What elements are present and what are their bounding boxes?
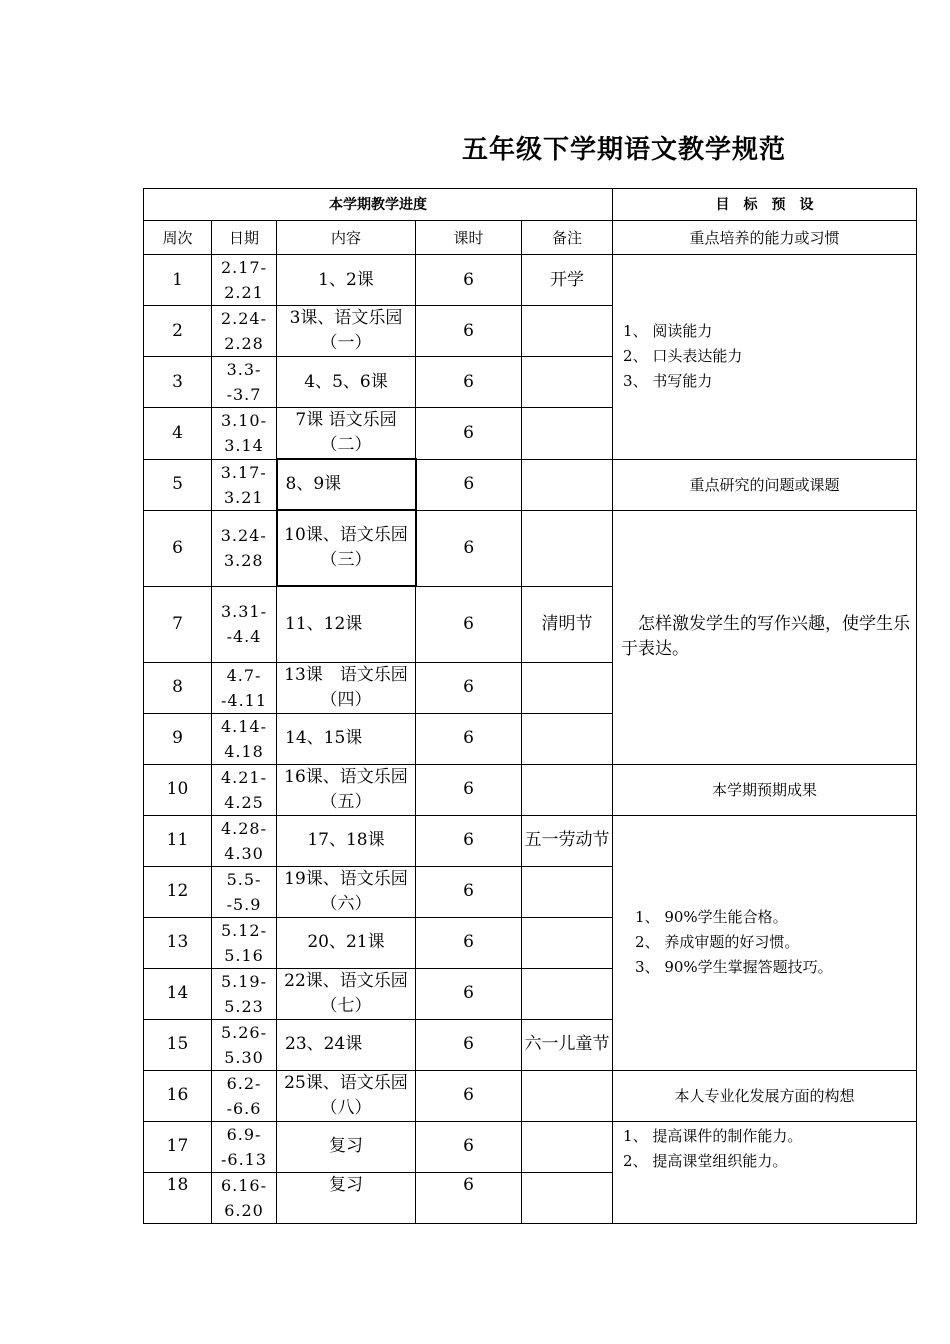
cell-hours: 6: [416, 815, 522, 866]
development-list: [613, 1121, 917, 1223]
list-item: 2、 提高课堂组织能力。: [623, 1151, 788, 1170]
cell-date: 4.7--4.11: [212, 662, 277, 713]
cell-hours: 6: [416, 408, 522, 460]
cell-hours: 6: [416, 1070, 522, 1121]
column-header-row: [144, 221, 917, 255]
cell-week: 11: [144, 815, 212, 866]
teaching-plan-table: [143, 188, 917, 1224]
cell-note: [522, 866, 613, 917]
cell-hours: 6: [416, 764, 522, 815]
cell-week: 17: [144, 1121, 212, 1172]
cell-week: 13: [144, 917, 212, 968]
cell-content: 16课、语文乐园（五）: [277, 764, 416, 815]
research-heading: 重点研究的问题或课题: [613, 459, 917, 510]
cell-note: [522, 510, 613, 586]
cell-date: 5.26-5.30: [212, 1019, 277, 1070]
cell-content: 25课、语文乐园（八）: [277, 1070, 416, 1121]
list-item: 3、 书写能力: [623, 372, 713, 391]
cell-content: 4、5、6课: [277, 357, 416, 408]
cell-week: 9: [144, 713, 212, 764]
cell-hours: 6: [416, 586, 522, 662]
list-item: 1、 提高课件的制作能力。: [623, 1126, 803, 1145]
cell-content: 3课、语文乐园（一）: [277, 306, 416, 357]
cell-content: 23、24课: [277, 1019, 416, 1070]
cell-note: [522, 306, 613, 357]
cell-note: 清明节: [522, 586, 613, 662]
cell-date: 4.28-4.30: [212, 815, 277, 866]
cell-week: 15: [144, 1019, 212, 1070]
cell-date: 6.9--6.13: [212, 1121, 277, 1172]
cell-date: 4.14-4.18: [212, 713, 277, 764]
research-text: 怎样激发学生的写作兴趣，使学生乐于表达。: [613, 510, 917, 764]
table-row: [144, 459, 917, 510]
cell-week: 8: [144, 662, 212, 713]
cell-week: 18: [144, 1172, 212, 1223]
table-row: [144, 1121, 917, 1172]
list-item: 2、 口头表达能力: [623, 347, 743, 366]
col-week: 周次: [144, 221, 212, 255]
cell-hours: 6: [416, 1172, 522, 1223]
cell-hours: 6: [416, 357, 522, 408]
cell-week: 4: [144, 408, 212, 460]
cell-week: 7: [144, 586, 212, 662]
cell-note: [522, 1172, 613, 1223]
col-hours: 课时: [416, 221, 522, 255]
cell-hours: 6: [416, 968, 522, 1019]
progress-header: 本学期教学进度: [144, 189, 613, 221]
cell-date: 2.17-2.21: [212, 255, 277, 306]
list-item: 1、 90%学生能合格。: [635, 908, 788, 926]
cell-date: 6.16-6.20: [212, 1172, 277, 1223]
cell-content: 10课、语文乐园（三）: [277, 510, 416, 586]
cell-week: 5: [144, 459, 212, 510]
table-row: [144, 255, 917, 306]
table-row: [144, 510, 917, 586]
cell-content: 复习: [277, 1172, 416, 1223]
development-heading: 本人专业化发展方面的构想: [613, 1070, 917, 1121]
cell-date: 3.31--4.4: [212, 586, 277, 662]
cell-note: [522, 764, 613, 815]
cell-date: 5.5--5.9: [212, 866, 277, 917]
cell-hours: 6: [416, 306, 522, 357]
cell-week: 10: [144, 764, 212, 815]
cell-week: 14: [144, 968, 212, 1019]
cell-note: 开学: [522, 255, 613, 306]
cell-content: 11、12课: [277, 586, 416, 662]
cell-note: [522, 968, 613, 1019]
cell-date: 5.19-5.23: [212, 968, 277, 1019]
cell-content: 14、15课: [277, 713, 416, 764]
table-header-row: [144, 189, 917, 221]
cell-content: 8、9课: [277, 459, 416, 510]
cell-week: 3: [144, 357, 212, 408]
cell-week: 1: [144, 255, 212, 306]
cell-content: 7课 语文乐园（二）: [277, 408, 416, 460]
cell-note: 六一儿童节: [522, 1019, 613, 1070]
cell-content: 13课 语文乐园（四）: [277, 662, 416, 713]
cell-note: [522, 459, 613, 510]
cell-content: 20、21课: [277, 917, 416, 968]
cell-date: 3.17-3.21: [212, 459, 277, 510]
cell-content: 19课、语文乐园（六）: [277, 866, 416, 917]
col-date: 日期: [212, 221, 277, 255]
cell-content: 17、18课: [277, 815, 416, 866]
cell-date: 6.2--6.6: [212, 1070, 277, 1121]
cell-hours: 6: [416, 510, 522, 586]
cell-content: 复习: [277, 1121, 416, 1172]
cell-hours: 6: [416, 662, 522, 713]
cell-hours: 6: [416, 866, 522, 917]
col-note: 备注: [522, 221, 613, 255]
cell-hours: 6: [416, 917, 522, 968]
abilities-heading: 重点培养的能力或习惯: [613, 221, 917, 255]
cell-week: 16: [144, 1070, 212, 1121]
cell-hours: 6: [416, 1019, 522, 1070]
table-row: [144, 1070, 917, 1121]
cell-hours: 6: [416, 1121, 522, 1172]
list-item: 1、 阅读能力: [623, 322, 713, 341]
cell-note: [522, 408, 613, 460]
abilities-list: [613, 255, 917, 460]
cell-date: 5.12-5.16: [212, 917, 277, 968]
cell-hours: 6: [416, 255, 522, 306]
cell-week: 2: [144, 306, 212, 357]
table-row: [144, 815, 917, 866]
cell-note: [522, 713, 613, 764]
cell-date: 2.24-2.28: [212, 306, 277, 357]
cell-content: 22课、语文乐园（七）: [277, 968, 416, 1019]
cell-date: 3.10-3.14: [212, 408, 277, 460]
cell-note: [522, 1121, 613, 1172]
page-title: 五年级下学期语文教学规范: [462, 135, 787, 165]
cell-content: 1、2课: [277, 255, 416, 306]
goals-header: 目 标 预 设: [613, 189, 917, 221]
cell-note: [522, 357, 613, 408]
col-content: 内容: [277, 221, 416, 255]
cell-note: [522, 662, 613, 713]
cell-date: 3.24-3.28: [212, 510, 277, 586]
cell-hours: 6: [416, 459, 522, 510]
results-list: [613, 815, 917, 1070]
list-item: 3、 90%学生掌握答题技巧。: [635, 958, 833, 976]
cell-date: 3.3--3.7: [212, 357, 277, 408]
cell-week: 6: [144, 510, 212, 586]
cell-hours: 6: [416, 713, 522, 764]
cell-date: 4.21-4.25: [212, 764, 277, 815]
list-item: 2、 养成审题的好习惯。: [635, 933, 800, 951]
cell-note: [522, 917, 613, 968]
results-heading: 本学期预期成果: [613, 764, 917, 815]
cell-note: [522, 1070, 613, 1121]
table-row: [144, 764, 917, 815]
cell-week: 12: [144, 866, 212, 917]
cell-note: 五一劳动节: [522, 815, 613, 866]
